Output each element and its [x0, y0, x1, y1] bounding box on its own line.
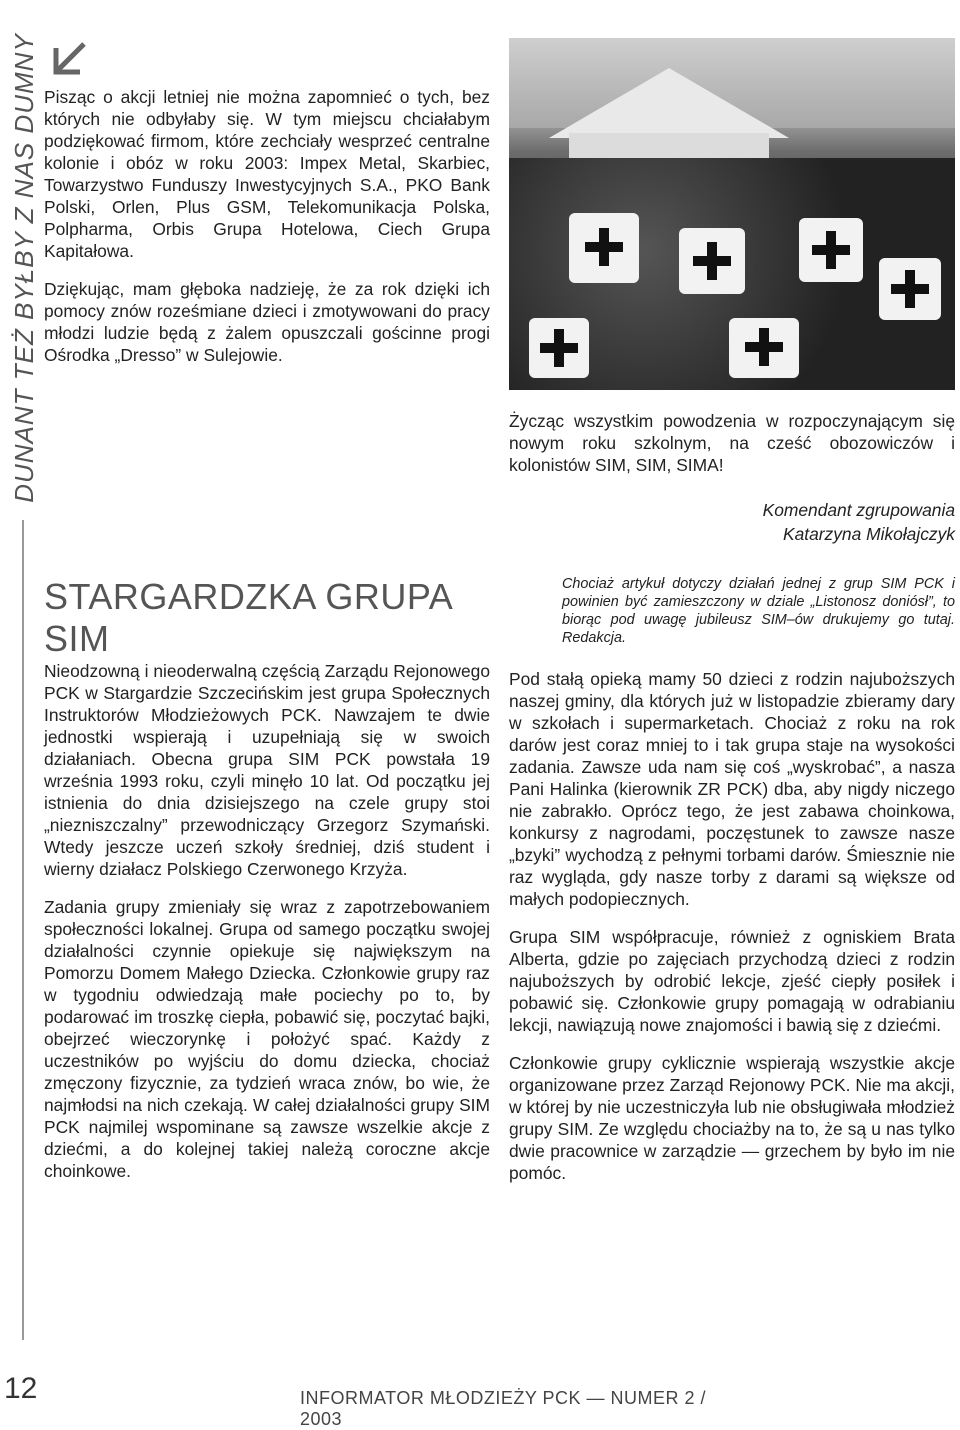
paragraph: Nieodzowną i nieoderwalną częścią Zarządu Rejonowego PCK w Stargardzie Szczecińskim jest grupa Społecznych Instruktorów Młodzieżowych PCK. Nawzajem te dwie jednostki wspierają i uzupełniają się w swoich działaniach. Obecna grupa SIM PCK powstała 19 września 1993 roku, czyli minęło 10 lat. Od początku jej istnienia do dnia dzisiejszego na czele grupy stoi „niezniszczalny” przewodniczący Grzegorz Szymański. Wtedy jeszcze uczeń szkoły średniej, dziś student i wierny działacz Polskiego Czerwonego Krzyża. [44, 661, 490, 879]
photo-caption: Życząc wszystkim powodzenia w rozpoczynającym się nowym roku szkolnym, na cześć obozowiczów i kolonistów SIM, SIM, SIMA! [509, 411, 955, 475]
article-right-bottom-column [509, 668, 955, 1200]
red-cross-icon [540, 329, 578, 367]
section-sidebar-title: DUNANT TEŻ BYŁBY Z NAS DUMNY [9, 33, 39, 503]
red-cross-icon [745, 328, 783, 366]
sidebar-divider [22, 520, 24, 1340]
paragraph: Dziękując, mam głęboka nadzieję, że za rok dzięki ich pomocy znów roześmiane dzieci i zmotywowani do pracy młodzi ludzie będą z żalem opuszczali gościnne progi Ośrodka „Dresso” w Sulejowie. [44, 279, 490, 365]
signature-name: Katarzyna Mikołajczyk [782, 524, 955, 544]
editorial-note: Chociaż artykuł dotyczy działań jednej z grup SIM PCK i powinien być zamieszczony w dziale „Listonosz doniósł”, to biorąc pod uwagę jubileusz SIM–ów drukujemy go tutaj. Redakcja. [562, 576, 955, 646]
page-number: 12 [4, 1372, 38, 1405]
paragraph: Członkowie grupy cyklicznie wspierają wszystkie akcje organizowane przez Zarząd Rejonowy PCK. Nie ma akcji, w której by nie uczestniczyła lub nie obsługiwała młodzież grupy SIM. Ze względu chociażby na to, że są u nas tylko dwie pracownice w zarządzie — grzechem by było im nie pomóc. [509, 1053, 955, 1183]
paragraph: Pod stałą opieką mamy 50 dzieci z rodzin najuboższych naszej gminy, dla których już w listopadzie zbieramy dary w szkołach i supermarketach. Chociaż z roku na rok darów jest coraz mniej to i tak grupa staje na wysokości zadania. Zawsze uda nam się coś „wyskrobać”, a nasza Pani Halinka (kierownik ZR PCK) dba, aby nigdy niczego nie zabrakło. Oprócz tego, że jest zabawa choinkowa, konkursy z nagrodami, poczęstunek to zawsze nasze „bzyki” wychodzą z pełnymi torbami darów. Śmiesznie nie raz wygląda, gdy nasze torby z darami są większe od małych podopiecznych. [509, 669, 955, 909]
page-footer: INFORMATOR MŁODZIEŻY PCK — NUMER 2 / 2003 [300, 1388, 707, 1429]
paragraph: Zadania grupy zmieniały się wraz z zapotrzebowaniem społeczności lokalnej. Grupa od samego początku swojej działalności czynnie opiekuje się największym na Pomorzu Domem Małego Dziecka. Członkowie grupy raz w tygodniu odwiedzają małe pociechy po to, by podarować im troszkę ciepła, pobawić się, poczytać bajki, obejrzeć wieczorynkę i położyć spać. Każdy z uczestników po wyjściu do domu dziecka, chociaż zmęczony fizycznie, za tydzień wraca znów, bo wie, że najmłodsi na nich czekają. W całej działalności grupy SIM PCK najmilej wspominane są zawsze wszelkie akcje z dziećmi, a do kolejnej takiej należą coroczne akcje choinkowe. [44, 897, 490, 1181]
red-cross-icon [693, 242, 731, 280]
red-cross-icon [891, 270, 929, 308]
arrow-down-right-icon [50, 38, 90, 78]
article-heading: STARGARDZKA GRUPA SIM [44, 576, 452, 659]
red-cross-icon [812, 231, 850, 269]
group-photo [509, 38, 955, 390]
signature-role: Komendant zgrupowania [762, 500, 955, 520]
article-left-top-column [44, 86, 490, 382]
signature [509, 498, 955, 546]
article-left-bottom-column [44, 660, 490, 1198]
paragraph: Grupa SIM współpracuje, również z ogniskiem Brata Alberta, gdzie po zajęciach przychodzą dzieci z rodzin najuboższych by odrobić lekcje, zjeść ciepły posiłek i pobawić się. Członkowie grupy pomagają w odrabianiu lekcji, nawiązują nowe znajomości i bawią się z dziećmi. [509, 927, 955, 1035]
red-cross-icon [585, 228, 623, 266]
paragraph: Pisząc o akcji letniej nie można zapomnieć o tych, bez których nie odbyłaby się. W tym miejscu chciałabym podziękować firmom, które zechciały wesprzeć centralne kolonie i obóz w roku 2003: Impex Metal, Skarbiec, Towarzystwo Funduszy Inwestycyjnych S.A., PKO Bank Polski, Orlen, Plus GSM, Telekomunikacja Polska, Polpharma, Orbis Grupa Hotelowa, Ciech Grupa Kapitałowa. [44, 87, 490, 261]
